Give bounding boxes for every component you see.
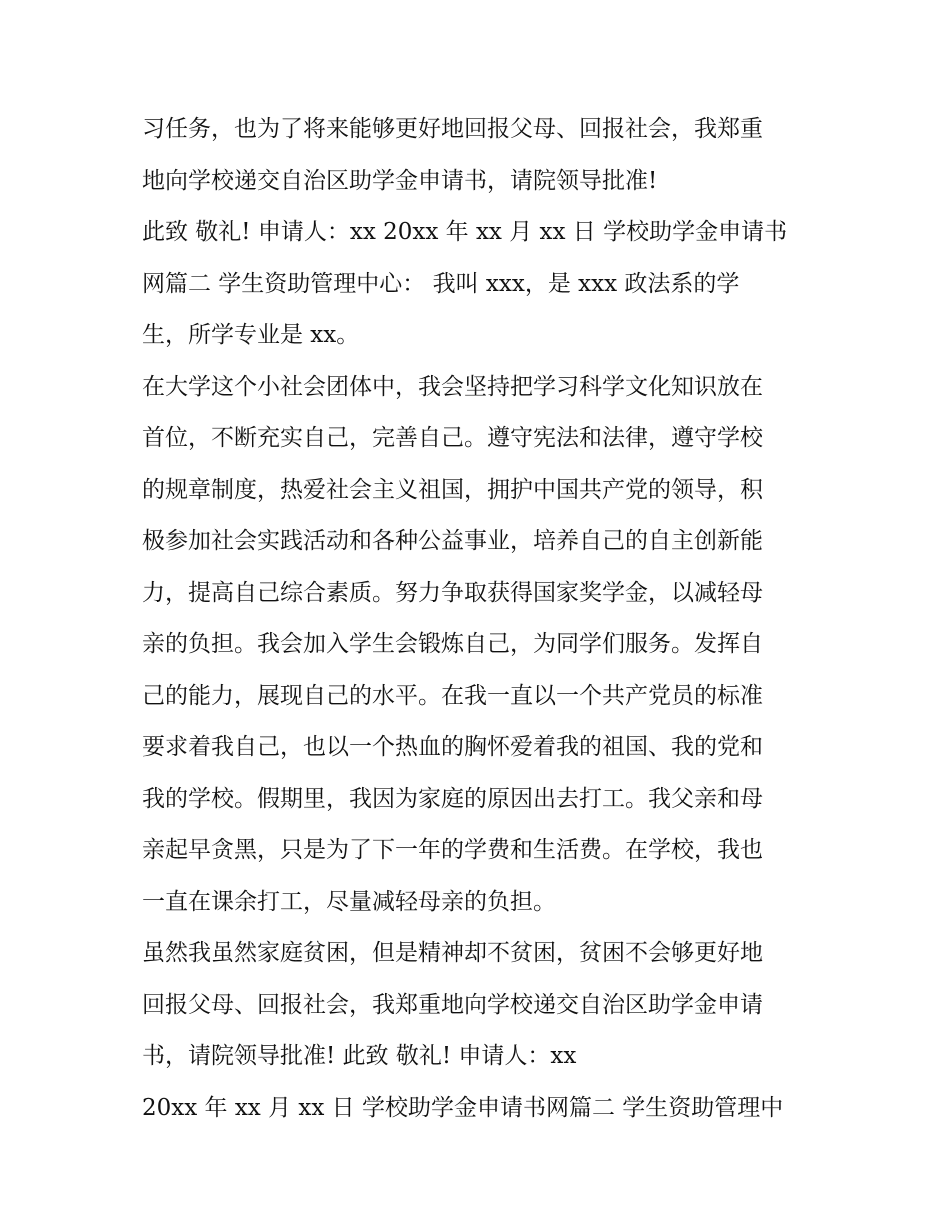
text-line: 一直在课余打工，尽量减轻母亲的负担。 — [142, 888, 556, 915]
text-line: 极参加社会实践活动和各种公益事业，培养自己的自主创新能 — [142, 528, 763, 554]
text-line: 的规章制度，热爱社会主义祖国，拥护中国共产党的领导，积 — [142, 476, 763, 503]
text-line: 要求着我自己，也以一个热血的胸怀爱着我的祖国、我的党和 — [142, 734, 763, 760]
text-line: 在大学这个小社会团体中，我会坚持把学习科学文化知识放在 — [142, 373, 763, 400]
document-body — [142, 104, 822, 1134]
text-line: 力，提高自己综合素质。努力争取获得国家奖学金，以减轻母 — [142, 579, 763, 606]
text-line: 虽然我虽然家庭贫困，但是精神却不贫困，贫困不会够更好地 — [142, 940, 763, 966]
text-line: 书，请院领导批准! 此致 敬礼! 申请人：xx — [142, 1043, 577, 1069]
text-line: 我的学校。假期里，我因为家庭的原因出去打工。我父亲和母 — [142, 785, 763, 812]
text-line: 习任务，也为了将来能够更好地回报父母、回报社会，我郑重 — [142, 116, 763, 142]
text-line: 地向学校递交自治区助学金申请书，请院领导批准! — [142, 167, 658, 194]
text-line: 回报父母、回报社会，我郑重地向学校递交自治区助学金申请 — [142, 991, 763, 1018]
text-line: 网篇二 学生资助管理中心： 我叫 xxx，是 xxx 政法系的学 — [142, 270, 740, 297]
text-line: 己的能力，展现自己的水平。在我一直以一个共产党员的标准 — [142, 682, 763, 709]
text-line: 亲起早贪黑，只是为了下一年的学费和生活费。在学校，我也 — [142, 837, 763, 863]
text-line: 亲的负担。我会加入学生会锻炼自己，为同学们服务。发挥自 — [142, 631, 763, 657]
text-line: 20xx 年 xx 月 xx 日 学校助学金申请书网篇二 学生资助管理中 — [142, 1094, 784, 1121]
text-line: 此致 敬礼! 申请人：xx 20xx 年 xx 月 xx 日 学校助学金申请书 — [142, 219, 788, 245]
text-line: 生，所学专业是 xx。 — [142, 322, 360, 348]
text-line: 首位，不断充实自己，完善自己。遵守宪法和法律，遵守学校 — [142, 425, 763, 451]
